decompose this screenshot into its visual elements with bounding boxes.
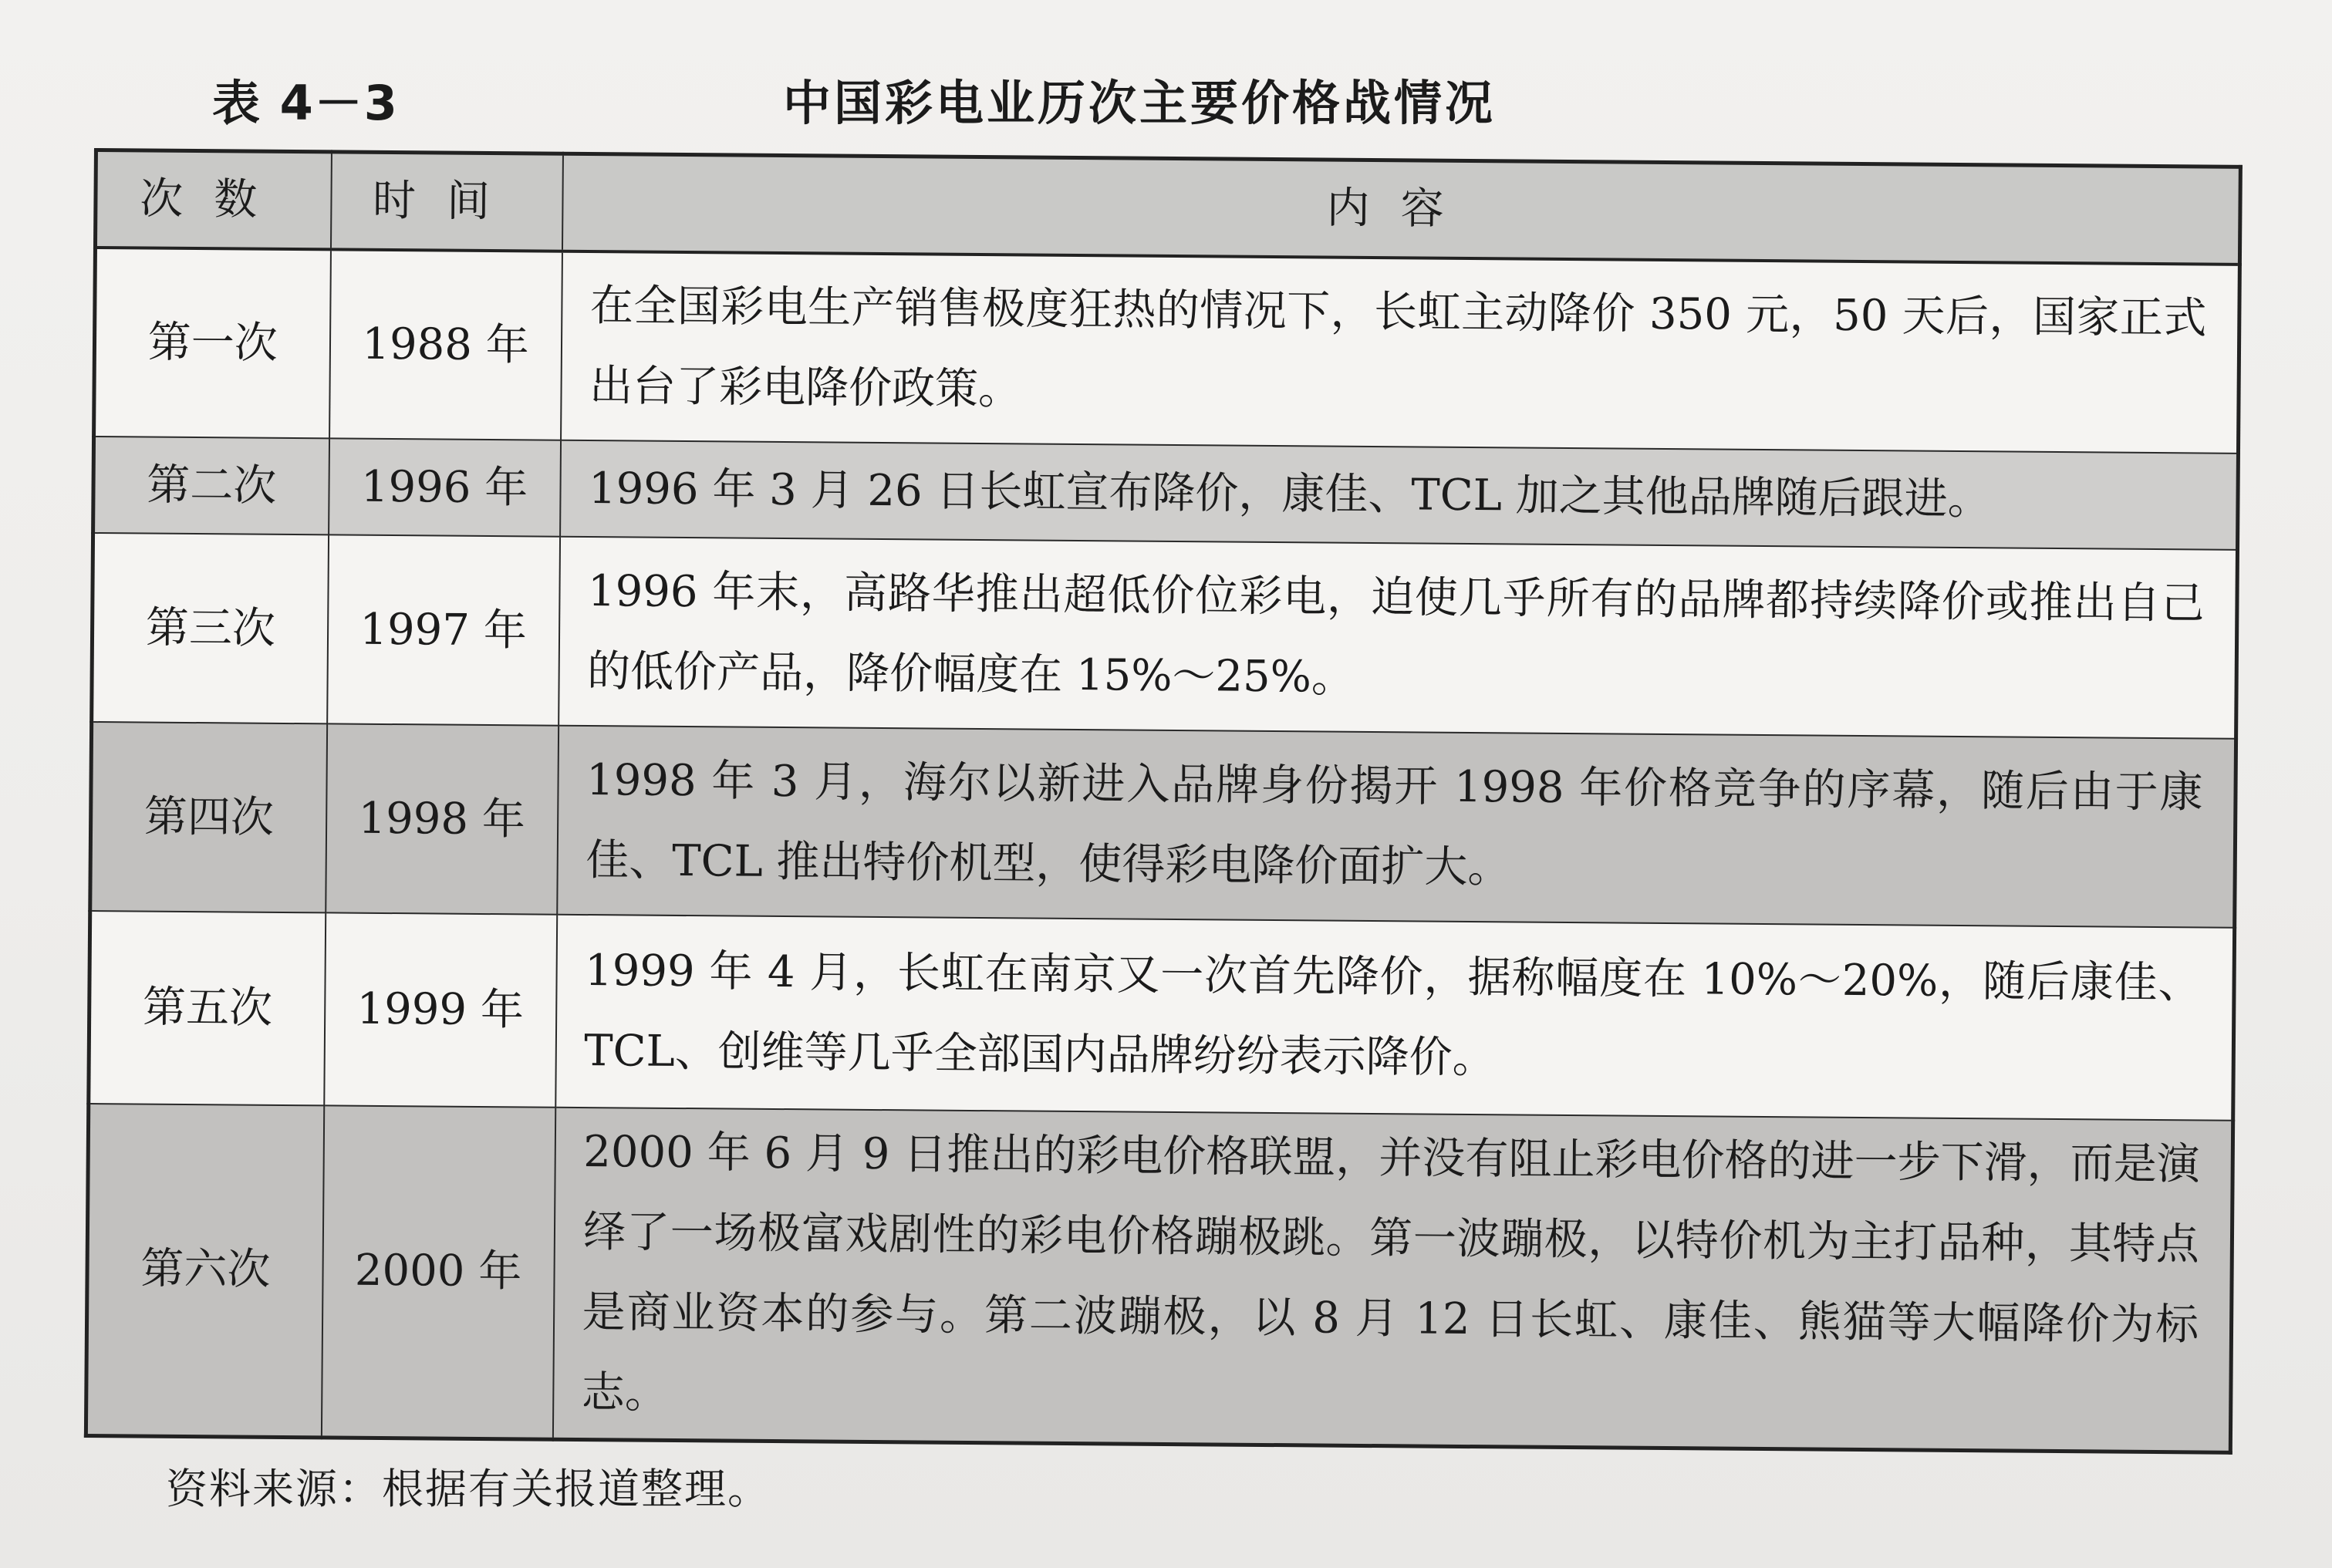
- row-year: 1988 年: [329, 249, 562, 440]
- table-row: [90, 722, 2236, 928]
- row-count: 第三次: [92, 533, 329, 723]
- price-war-table: [84, 148, 2243, 1454]
- row-year: 1998 年: [326, 723, 559, 914]
- table-number: 表 4－3: [212, 75, 399, 131]
- row-content: 1999 年 4 月，长虹在南京又一次首先降价，据称幅度在 10%～20%，随后康佳、TCL、创维等几乎全部国内品牌纷纷表示降价。: [555, 915, 2235, 1121]
- header-time: 时间: [330, 152, 562, 251]
- row-count: 第二次: [93, 437, 329, 534]
- table-container: [84, 148, 2239, 1461]
- row-content: 1998 年 3 月，海尔以新进入品牌身份揭开 1998 年价格竞争的序幕，随后由于康佳、TCL 推出特价机型，使得彩电降价面扩大。: [557, 726, 2236, 928]
- table-row: [86, 1104, 2232, 1452]
- row-year: 1996 年: [329, 438, 561, 536]
- table-row: [93, 437, 2239, 550]
- header-count: 次数: [95, 150, 331, 250]
- row-content: 在全国彩电生产销售极度狂热的情况下，长虹主动降价 350 元，50 天后，国家正式出台了彩电降价政策。: [561, 251, 2240, 454]
- row-count: 第一次: [94, 248, 331, 438]
- row-count: 第六次: [86, 1104, 323, 1437]
- table-row: [92, 533, 2238, 739]
- table-row: [94, 248, 2240, 454]
- row-year: 1999 年: [324, 912, 557, 1107]
- row-content: 1996 年 3 月 26 日长虹宣布降价，康佳、TCL 加之其他品牌随后跟进。: [560, 440, 2239, 550]
- row-content: 1996 年末，高路华推出超低价位彩电，迫使几乎所有的品牌都持续降价或推出自己的低价产品，降价幅度在 15%～25%。: [559, 537, 2238, 739]
- row-year: 2000 年: [321, 1105, 555, 1438]
- source-note: 资料来源：根据有关报道整理。: [166, 1465, 771, 1513]
- table-caption: [100, 54, 2260, 139]
- row-count: 第五次: [89, 911, 326, 1105]
- row-count: 第四次: [90, 722, 327, 912]
- table-row: [89, 911, 2235, 1121]
- table-title: 中国彩电业历次主要价格战情况: [783, 75, 1497, 131]
- header-content: 内容: [562, 153, 2240, 265]
- row-content: 2000 年 6 月 9 日推出的彩电价格联盟，并没有阻止彩电价格的进一步下滑，而是演绎了一场极富戏剧性的彩电价格蹦极跳。第一波蹦极，以特价机为主打品种，其特点是商业资本的参与。第二波蹦极，以 8 月 12 日长虹、康佳、熊猫等大幅降价为标志。: [552, 1108, 2232, 1452]
- row-year: 1997 年: [327, 534, 560, 725]
- table-header-row: [95, 150, 2240, 265]
